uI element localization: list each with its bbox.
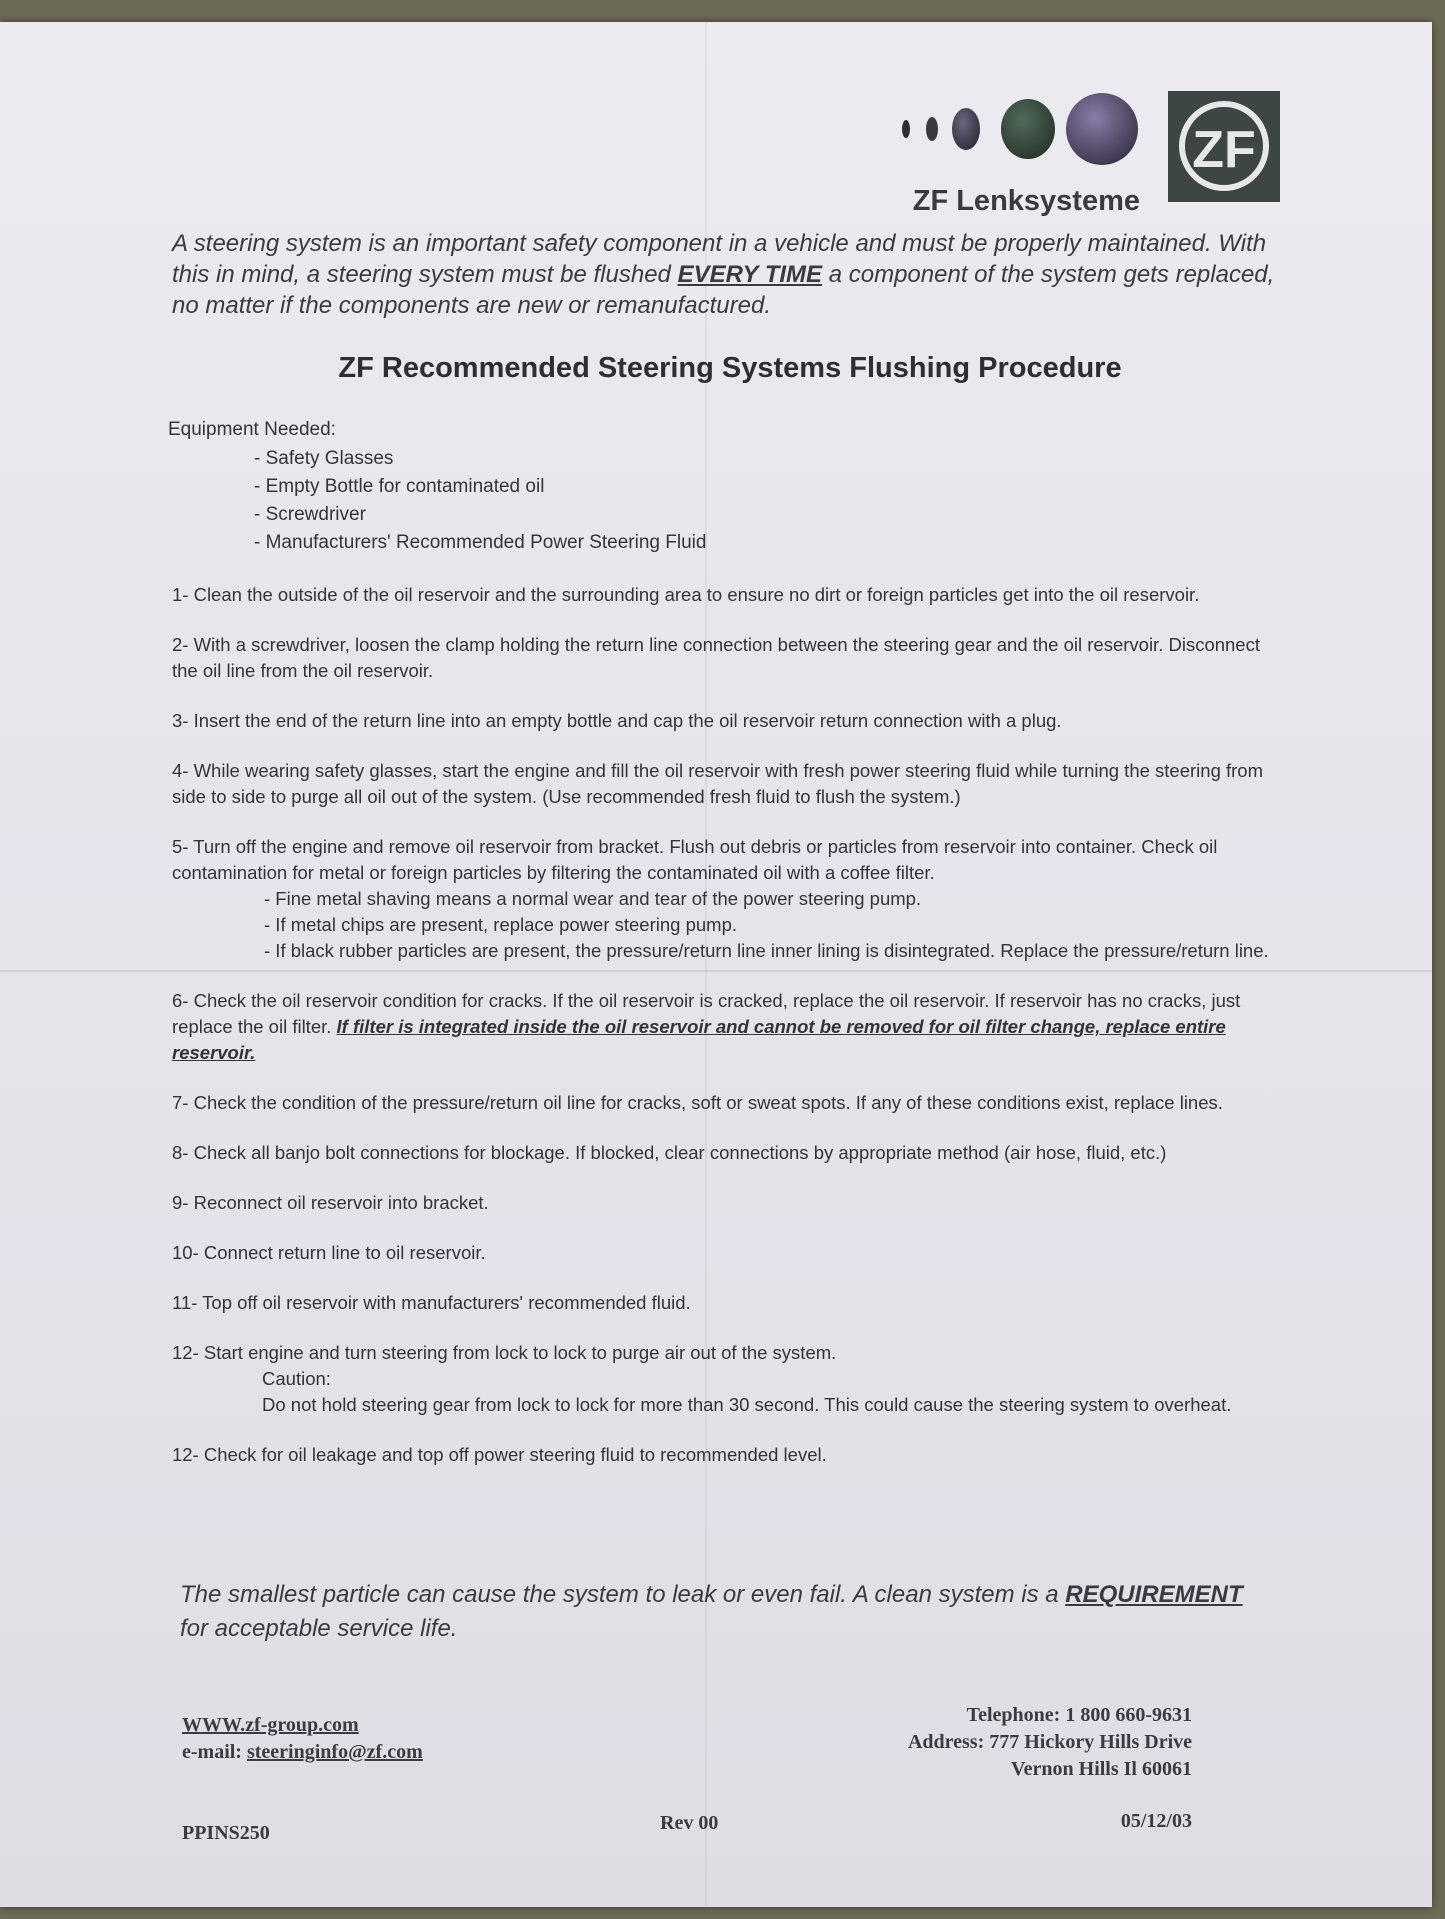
step-text: 10- Connect return line to oil reservoir.: [172, 1242, 486, 1263]
step-2: [172, 632, 1282, 684]
intro-emphasis: EVERY TIME: [677, 261, 823, 288]
closing-text-after: for acceptable service life.: [180, 1615, 458, 1642]
step-10: [172, 1240, 1282, 1266]
equipment-item: - Safety Glasses: [254, 448, 394, 469]
equipment-item: - Empty Bottle for contaminated oil: [254, 476, 545, 497]
logo-dots-icon: [900, 89, 1140, 169]
step-text: 9- Reconnect oil reservoir into bracket.: [172, 1192, 489, 1213]
step-sub-item: - Fine metal shaving means a normal wear and tear of the power steering pump.: [264, 888, 922, 909]
document-code: PPINS250: [182, 1822, 270, 1844]
closing-text-before: The smallest particle can cause the system to leak or even fail. A clean system is a: [180, 1581, 1066, 1608]
step-text: 2- With a screwdriver, loosen the clamp holding the return line connection between the steering gear and the oil reservoir. Disconnect the oil line from the oil reservoir.: [172, 634, 1260, 681]
step-text: 11- Top off oil reservoir with manufacturers' recommended fluid.: [172, 1292, 691, 1313]
step-text: 6- Check the oil reservoir condition for cracks. If the oil reservoir is cracked, replace the oil reservoir. If reservoir has no cracks, just replace the oil filter.: [172, 990, 1241, 1037]
step-13: [172, 1442, 1282, 1468]
address-line-2: Vernon Hills Il 60061: [1011, 1758, 1192, 1780]
email-label: e-mail:: [182, 1741, 247, 1763]
equipment-section: [168, 416, 1268, 557]
step-text: 7- Check the condition of the pressure/return oil line for cracks, soft or sweat spots. If any of these conditions exist, replace lines.: [172, 1092, 1223, 1113]
telephone: Telephone: 1 800 660-9631: [966, 1704, 1192, 1726]
caution-label: Caution:: [262, 1368, 331, 1389]
equipment-item: - Manufacturers' Recommended Power Steering Fluid: [254, 532, 707, 553]
procedure-steps: [172, 582, 1282, 1492]
step-sub-item: - If black rubber particles are present, the pressure/return line inner lining is disintegrated. Replace the pressure/return line.: [264, 940, 1269, 961]
footer-contact-left: [182, 1712, 423, 1766]
step-7: [172, 1090, 1282, 1116]
step-9: [172, 1190, 1282, 1216]
zf-badge-icon: [1168, 91, 1280, 202]
intro-paragraph: [172, 228, 1292, 321]
email-link[interactable]: steeringinfo@zf.com: [246, 1741, 423, 1763]
step-text: 1- Clean the outside of the oil reservoir and the surrounding area to ensure no dirt or foreign particles get into the oil reservoir.: [172, 584, 1200, 605]
step-6: [172, 988, 1282, 1066]
brand-name: ZF Lenksysteme: [912, 185, 1140, 217]
step-8: [172, 1140, 1282, 1166]
step-text: 12- Check for oil leakage and top off power steering fluid to recommended level.: [172, 1444, 827, 1465]
footer-contact-right: [800, 1702, 1192, 1783]
closing-paragraph: [180, 1578, 1260, 1646]
step-text: 3- Insert the end of the return line into an empty bottle and cap the oil reservoir return connection with a plug.: [172, 710, 1062, 731]
step-4: [172, 758, 1282, 810]
step-emphasis: If filter is integrated inside the oil reservoir and cannot be removed for oil filter change, replace entire reservoir.: [172, 1016, 1226, 1063]
equipment-heading: Equipment Needed:: [168, 419, 336, 440]
step-text: 5- Turn off the engine and remove oil reservoir from bracket. Flush out debris or particles from reservoir into container. Check oil contamination for metal or foreign particles by filtering the contaminated oil with a coffee filter.: [172, 836, 1218, 883]
equipment-item: - Screwdriver: [254, 504, 366, 525]
step-sub-item: - If metal chips are present, replace power steering pump.: [264, 914, 738, 935]
intro-text-after: a component of the system gets replaced, no matter if the components are new or remanufactured.: [172, 261, 1275, 319]
zf-badge: [1168, 91, 1280, 202]
step-text: 12- Start engine and turn steering from lock to lock to purge air out of the system.: [172, 1342, 837, 1363]
page-title: ZF Recommended Steering Systems Flushing Procedure: [338, 352, 1122, 384]
step-11: [172, 1290, 1282, 1316]
step-1: [172, 582, 1282, 608]
revision: Rev 00: [660, 1812, 719, 1834]
step-12: [172, 1340, 1282, 1418]
step-text: 4- While wearing safety glasses, start the engine and fill the oil reservoir with fresh power steering fluid while turning the steering from side to side to purge all oil out of the system. (Use recommended fresh fluid to flush the system.): [172, 760, 1263, 807]
step-5: [172, 834, 1282, 964]
document-page: [0, 22, 1432, 1907]
step-text: 8- Check all banjo bolt connections for blockage. If blocked, clear connections by appropriate method (air hose, fluid, etc.): [172, 1142, 1167, 1163]
document-date: 05/12/03: [1120, 1810, 1192, 1832]
address-line-1: Address: 777 Hickory Hills Drive: [907, 1731, 1192, 1753]
caution-text: Do not hold steering gear from lock to lock for more than 30 second. This could cause the steering system to overheat.: [262, 1394, 1232, 1415]
closing-emphasis: REQUIREMENT: [1065, 1581, 1243, 1608]
intro-text-before: A steering system is an important safety component in a vehicle and must be properly maintained. With this in mind, a steering system must be flushed: [172, 230, 1267, 288]
step-3: [172, 708, 1282, 734]
zf-badge-text: ZF: [1192, 121, 1256, 179]
website-link[interactable]: WWW.zf-group.com: [182, 1714, 359, 1736]
company-logo: [900, 67, 1280, 217]
